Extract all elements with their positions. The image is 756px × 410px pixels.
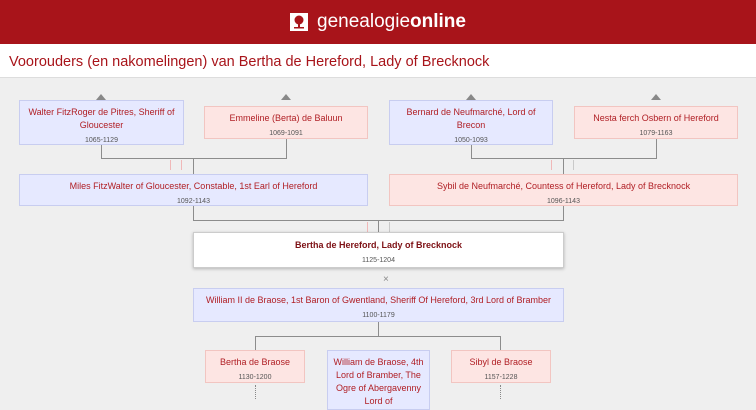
expand-ancestors-arrow-icon[interactable]	[281, 94, 291, 100]
person-card-father[interactable]	[19, 174, 368, 206]
person-years: 1100-1179	[362, 312, 395, 319]
person-name: William de Braose, 4th Lord of Bramber, The Ogre of Abergavenny Lord of	[333, 357, 424, 406]
person-card-child[interactable]	[451, 350, 551, 383]
person-years: 1079-1163	[639, 130, 673, 137]
sibling-tick	[181, 160, 182, 170]
person-name: Emmeline (Berta) de Baluun	[229, 113, 343, 123]
tree-connector	[255, 336, 501, 337]
person-years: 1065-1129	[85, 137, 118, 144]
tree-connector	[193, 206, 194, 220]
sibling-tick	[573, 160, 574, 170]
tree-connector	[563, 158, 564, 174]
person-card-focus[interactable]	[193, 232, 564, 268]
brand-name-bold: online	[410, 11, 466, 32]
sibling-tick	[367, 222, 368, 232]
person-card-mother[interactable]	[389, 174, 738, 206]
person-years: 1125-1204	[362, 257, 395, 264]
person-years: 1069-1091	[269, 130, 303, 137]
person-card-child[interactable]	[205, 350, 305, 383]
person-card-grandparent[interactable]	[389, 100, 553, 145]
tree-connector	[378, 220, 379, 232]
person-card-grandparent[interactable]	[19, 100, 184, 145]
sibling-tick	[170, 160, 171, 170]
person-years: 1130-1200	[238, 374, 272, 381]
more-descendants-indicator	[500, 385, 501, 399]
tree-connector	[255, 336, 256, 350]
tree-connector	[471, 145, 472, 158]
person-name: Nesta ferch Osbern of Hereford	[593, 113, 719, 123]
person-name: Bertha de Braose	[219, 357, 291, 367]
sibling-tick	[551, 160, 552, 170]
tree-connector	[656, 139, 657, 158]
person-years: 1092-1143	[177, 198, 210, 205]
brand-name-regular: genealogie	[317, 11, 411, 32]
pedigree-tree	[0, 78, 756, 406]
person-years: 1096-1143	[547, 198, 580, 205]
person-card-child[interactable]	[327, 350, 430, 410]
person-name: Miles FitzWalter of Gloucester, Constable, 1st Earl of Hereford	[69, 181, 318, 191]
tree-connector	[500, 336, 501, 350]
person-card-grandparent[interactable]	[204, 106, 368, 139]
more-descendants-indicator	[255, 385, 256, 399]
tree-connector	[563, 206, 564, 220]
person-years: 1157-1228	[484, 374, 518, 381]
tree-connector	[193, 158, 194, 174]
person-card-grandparent[interactable]	[574, 106, 738, 139]
person-name: Sibyl de Braose	[469, 357, 533, 367]
expand-ancestors-arrow-icon[interactable]	[651, 94, 661, 100]
site-header	[0, 0, 756, 44]
tree-connector	[471, 158, 657, 159]
person-name: Bernard de Neufmarché, Lord of Brecon	[406, 107, 536, 130]
person-years: 1050-1093	[454, 137, 488, 144]
title-bar	[0, 44, 756, 78]
person-card-spouse[interactable]	[193, 288, 564, 322]
person-name: William II de Braose, 1st Baron of Gwentland, Sheriff Of Hereford, 3rd Lord of Bramber	[206, 295, 551, 305]
person-name: Sybil de Neufmarché, Countess of Hereford, Lady of Brecknock	[436, 181, 691, 191]
sibling-tick	[389, 222, 390, 232]
tree-connector	[286, 139, 287, 158]
page-title: Voorouders (en nakomelingen) van Bertha de Hereford, Lady of Brecknock	[9, 54, 490, 70]
tree-connector	[378, 322, 379, 336]
person-name: Bertha de Hereford, Lady of Brecknock	[294, 240, 463, 250]
person-name: Walter FitzRoger de Pitres, Sheriff of Gloucester	[28, 107, 175, 130]
tree-connector	[101, 145, 102, 158]
tree-connector	[101, 158, 287, 159]
spouse-marker-icon: ×	[383, 274, 389, 285]
brand-logo[interactable]	[290, 11, 466, 33]
family-tree-icon	[290, 13, 308, 31]
